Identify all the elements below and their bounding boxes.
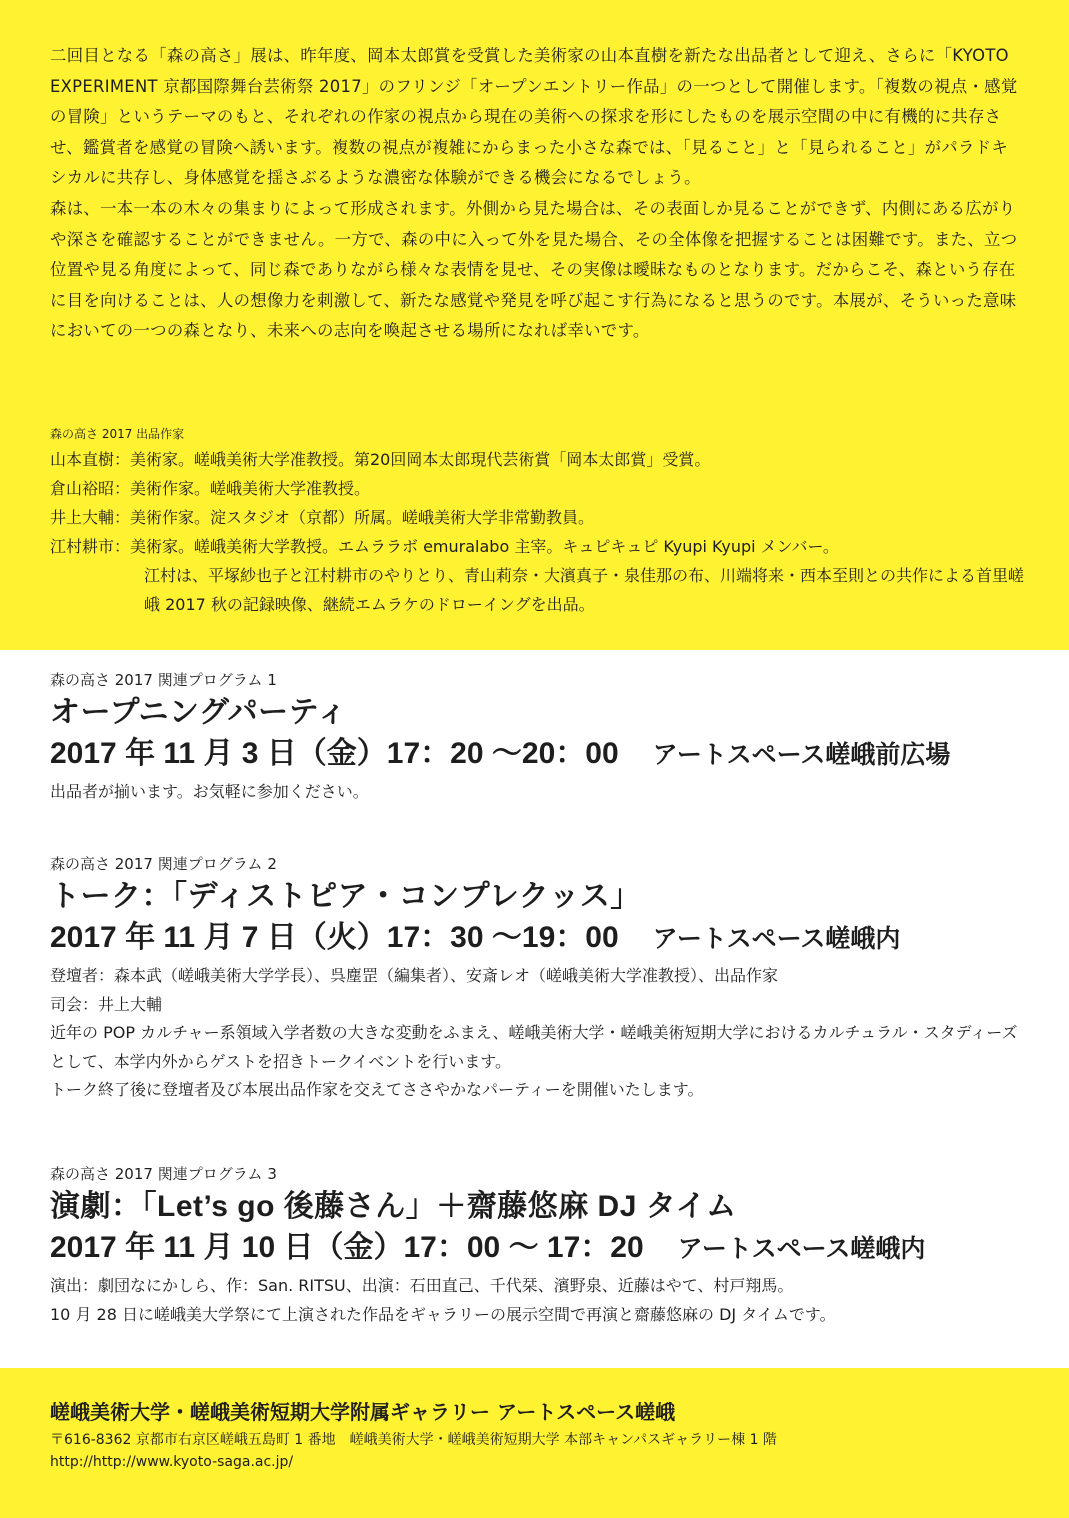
program-label: 森の高さ 2017 関連プログラム 2 [50,855,277,873]
footer [50,1395,1025,1473]
artist-note: 江村は、平塚紗也子と江村耕市のやりとり、青山莉奈・大濱真子・泉佳那の布、川端将来・西本至則との共作による首里嵯峨 2017 秋の記録映像、継続エムラケのドローイングを出品。 [144,566,1025,614]
program-credits: 演出：劇団なにかしら、作：San. RITSU、出演：石田直己、千代栞、濱野泉、近藤はやて、村戸翔馬。 [50,1276,794,1295]
program-date-line [50,733,1025,776]
artist-entry: 倉山裕昭：美術作家。嵯峨美術大学准教授。 [50,479,371,498]
program-description: トーク終了後に登壇者及び本展出品作家を交えてささやかなパーティーを開催いたします。 [50,1080,704,1099]
program-date: 2017 年 11 月 10 日（金）17：00 〜 17：20 [50,1231,644,1264]
program-speakers: 登壇者：森本武（嵯峨美術大学学長）、呉塵罡（編集者）、安斎レオ（嵯峨美術大学准教授）、出品作家 [50,966,779,985]
program-3 [50,1164,1025,1329]
program-date: 2017 年 11 月 7 日（火）17：30 〜19：00 [50,921,619,954]
program-label: 森の高さ 2017 関連プログラム 3 [50,1165,277,1183]
gallery-url[interactable]: http://http://www.kyoto-saga.ac.jp/ [50,1454,294,1470]
artists-heading: 森の高さ 2017 出品作家 [50,427,185,441]
intro-paragraph-1: 二回目となる「森の高さ」展は、昨年度、岡本太郎賞を受賞した美術家の山本直樹を新たな出品者として迎え、さらに「KYOTO EXPERIMENT 京都国際舞台芸術祭 2017」のフリンジ「オープンエントリー作品」の一つとして開催します。「複数の視点・感覚の冒険」というテーマのもと、それぞれの作家の視点から現在の美術への探求を形にしたものを展示空間の中に有機的に共存させ、鑑賞者を感覚の冒険へ誘います。複数の視点が複雑にからまった小さな森では、「見ること」と「見られること」がパラドキシカルに共存し、身体感覚を揺さぶるような濃密な体験ができる機会になるでしょう。 [50,46,1018,188]
gallery-address: 〒616-8362 京都市右京区嵯峨五島町 1 番地 嵯峨美術大学・嵯峨美術短期大学 本部キャンパスギャラリー棟 1 階 [50,1432,777,1448]
program-venue: アートスペース嵯峨内 [652,925,901,953]
program-venue: アートスペース嵯峨前広場 [652,741,951,769]
program-description: 10 月 28 日に嵯峨美大学祭にて上演された作品をギャラリーの展示空間で再演と齋藤悠麻の DJ タイムです。 [50,1304,836,1324]
artist-entry: 江村耕市：美術家。嵯峨美術大学教授。エムララボ emuralabo 主宰。キュピキュピ Kyupi Kyupi メンバー。 [50,537,839,556]
program-title: トーク：「ディストピア・コンプレクッス」 [50,880,641,913]
program-title: 演劇：「Let’s go 後藤さん」＋齋藤悠麻 DJ タイム [50,1190,737,1223]
artist-entry: 山本直樹：美術家。嵯峨美術大学准教授。第20回岡本太郎現代芸術賞「岡本太郎賞」受賞。 [50,450,711,469]
program-2 [50,854,1025,1105]
gallery-name: 嵯峨美術大学・嵯峨美術短期大学附属ギャラリー アートスペース嵯峨 [50,1400,676,1424]
program-description: 近年の POP カルチャー系領域入学者数の大きな変動をふまえ、嵯峨美術大学・嵯峨美術短期大学におけるカルチュラル・スタディーズとして、本学内外からゲストを招きトークイベントを行います。 [50,1023,1018,1071]
intro-paragraph-2: 森は、一本一本の木々の集まりによって形成されます。外側から見た場合は、その表面しか見ることができず、内側にある広がりや深さを確認することができません。一方で、森の中に入って外を見た場合、その全体像を把握することは困難です。また、立つ位置や見る角度によって、同じ森でありながら様々な表情を見せ、その実像は曖昧なものとなります。だからこそ、森という存在に目を向けることは、人の想像力を刺激して、新たな感覚や発見を呼び起こす行為になると思うのです。本展が、そういった意味においての一つの森となり、未来への志向を喚起させる場所になれば幸いです。 [50,198,1018,341]
program-1 [50,670,1025,807]
artists-section [50,423,1025,619]
program-label: 森の高さ 2017 関連プログラム 1 [50,671,277,689]
program-venue: アートスペース嵯峨内 [677,1235,926,1263]
program-moderator: 司会：井上大輔 [50,994,163,1014]
intro-section [50,41,1020,347]
program-date-line [50,917,1025,960]
program-date-line [50,1227,1025,1270]
artist-entry: 井上大輔：美術作家。淀スタジオ（京都）所属。嵯峨美術大学非常勤教員。 [50,508,595,527]
program-title: オープニングパーティ [50,696,348,729]
program-date: 2017 年 11 月 3 日（金）17：20 〜20：00 [50,737,619,770]
program-description: 出品者が揃います。お気軽に参加ください。 [50,782,369,801]
